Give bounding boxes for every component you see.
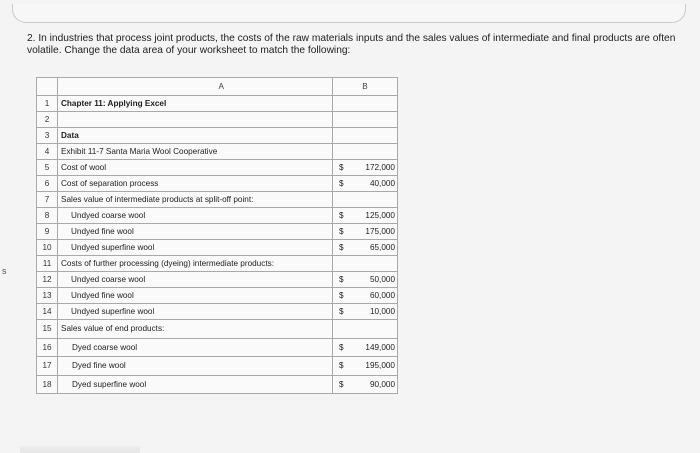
currency-symbol: $ [339,163,344,172]
sheet-row [37,128,398,144]
column-a-label: A [218,82,224,91]
cell-b[interactable] [333,288,398,304]
cell-a[interactable]: Undyed coarse wool [58,272,333,288]
cell-a[interactable]: Costs of further processing (dyeing) intermediate products: [58,256,333,272]
cell-value: 65,000 [369,243,395,252]
cell-b-content [333,144,397,159]
sheet-row [37,357,398,376]
cell-b-content [333,357,397,375]
currency-symbol: $ [339,380,344,390]
row-number[interactable]: 5 [37,160,58,176]
cell-value: 125,000 [365,211,395,220]
currency-symbol: $ [339,342,344,352]
row-number[interactable]: 14 [37,304,58,320]
cell-b-content [333,112,397,127]
spreadsheet [36,77,398,394]
cell-b[interactable] [333,240,398,256]
row-number[interactable]: 10 [37,240,58,256]
cell-a[interactable]: Undyed superfine wool [58,304,333,320]
row-number[interactable]: 18 [37,375,58,394]
currency-symbol: $ [339,291,344,300]
cell-a[interactable]: Sales value of end products: [58,320,333,339]
row-number[interactable]: 2 [37,112,58,128]
cell-value: 50,000 [369,275,395,284]
cell-b-content [333,240,397,255]
row-number[interactable]: 15 [37,320,58,339]
cell-b-content [333,256,397,271]
cell-a[interactable]: Undyed fine wool [58,288,333,304]
cell-b[interactable] [333,160,398,176]
sheet-row [37,272,398,288]
cell-b-content [333,304,397,319]
currency-symbol: $ [339,227,344,236]
row-number[interactable]: 17 [37,357,58,376]
cell-b[interactable] [333,357,398,376]
currency-symbol: $ [339,361,344,371]
cell-b[interactable] [333,320,398,339]
cell-value: 172,000 [365,163,395,172]
edge-fragment: s [2,266,7,276]
cell-b-content [333,208,397,223]
cell-b[interactable] [333,338,398,357]
cell-b-content [333,96,397,111]
row-number[interactable]: 9 [37,224,58,240]
sheet-row [37,208,398,224]
currency-symbol: $ [339,307,344,316]
cell-b-content [333,224,397,239]
row-number[interactable]: 6 [37,176,58,192]
cell-a[interactable]: Undyed coarse wool [58,208,333,224]
row-number[interactable]: 7 [37,192,58,208]
cell-b[interactable] [333,272,398,288]
cell-b[interactable] [333,176,398,192]
cell-b-content [333,272,397,287]
currency-symbol: $ [339,179,344,188]
cell-value: 40,000 [369,179,395,188]
sheet-row [37,160,398,176]
row-number[interactable]: 1 [37,96,58,112]
sheet-row [37,288,398,304]
cell-a[interactable]: Dyed coarse wool [58,338,333,357]
cell-a[interactable]: Dyed fine wool [58,357,333,376]
row-number[interactable]: 4 [37,144,58,160]
cell-a[interactable]: Cost of separation process [58,176,333,192]
cell-b-content [333,376,397,394]
corner-cell [37,78,58,96]
cell-a[interactable]: Undyed superfine wool [58,240,333,256]
row-number[interactable]: 3 [37,128,58,144]
currency-symbol: $ [339,243,344,252]
sheet-row [37,224,398,240]
cell-a[interactable] [58,112,333,128]
row-number[interactable]: 11 [37,256,58,272]
sheet-row [37,240,398,256]
cell-b-content [333,288,397,303]
sheet-row [37,320,398,339]
cell-a[interactable]: Chapter 11: Applying Excel [58,96,333,112]
cell-b[interactable] [333,128,398,144]
cell-value: 60,000 [369,291,395,300]
sheet-row [37,144,398,160]
cell-value: 175,000 [365,227,395,236]
cell-b[interactable] [333,192,398,208]
row-number[interactable]: 8 [37,208,58,224]
cell-b[interactable] [333,224,398,240]
cell-value: 90,000 [369,380,395,390]
row-number[interactable]: 16 [37,338,58,357]
cell-b[interactable] [333,96,398,112]
cell-value: 10,000 [369,307,395,316]
cell-b-content [333,320,397,338]
cell-a[interactable]: Cost of wool [58,160,333,176]
cell-value: 195,000 [365,361,395,371]
sheet-row [37,304,398,320]
sheet-row [37,375,398,394]
cell-value: 149,000 [365,342,395,352]
cell-b-content [333,128,397,143]
row-number[interactable]: 13 [37,288,58,304]
cell-b[interactable] [333,304,398,320]
cell-a[interactable]: Undyed fine wool [58,224,333,240]
cell-b-content [333,160,397,175]
cell-b[interactable] [333,208,398,224]
sheet-row [37,256,398,272]
currency-symbol: $ [339,275,344,284]
currency-symbol: $ [339,211,344,220]
cell-b-content [333,176,397,191]
cell-a[interactable]: Dyed superfine wool [58,375,333,394]
cell-b[interactable] [333,375,398,394]
sheet-row [37,176,398,192]
column-header-a[interactable] [58,78,333,96]
sheet-row [37,96,398,112]
column-header-row [37,78,398,96]
cell-b-content [333,339,397,357]
previous-answer-box [12,4,686,23]
sheet-row [37,112,398,128]
sheet-row [37,192,398,208]
cell-b[interactable] [333,112,398,128]
cell-a[interactable]: Sales value of intermediate products at split-off point: [58,192,333,208]
cell-b[interactable] [333,144,398,160]
cell-a[interactable]: Exhibit 11-7 Santa Maria Wool Cooperative [58,144,333,160]
cell-a[interactable]: Data [58,128,333,144]
question-text: 2. In industries that process joint products, the costs of the raw materials inputs and the sales values of intermediate and final products are often volatile. Change the data area of your worksheet to match the following: [27,33,676,56]
column-header-b[interactable]: B [333,78,398,96]
cut-off-text [20,446,140,453]
cell-b-content [333,192,397,207]
sheet-row [37,338,398,357]
cell-b[interactable] [333,256,398,272]
row-number[interactable]: 12 [37,272,58,288]
